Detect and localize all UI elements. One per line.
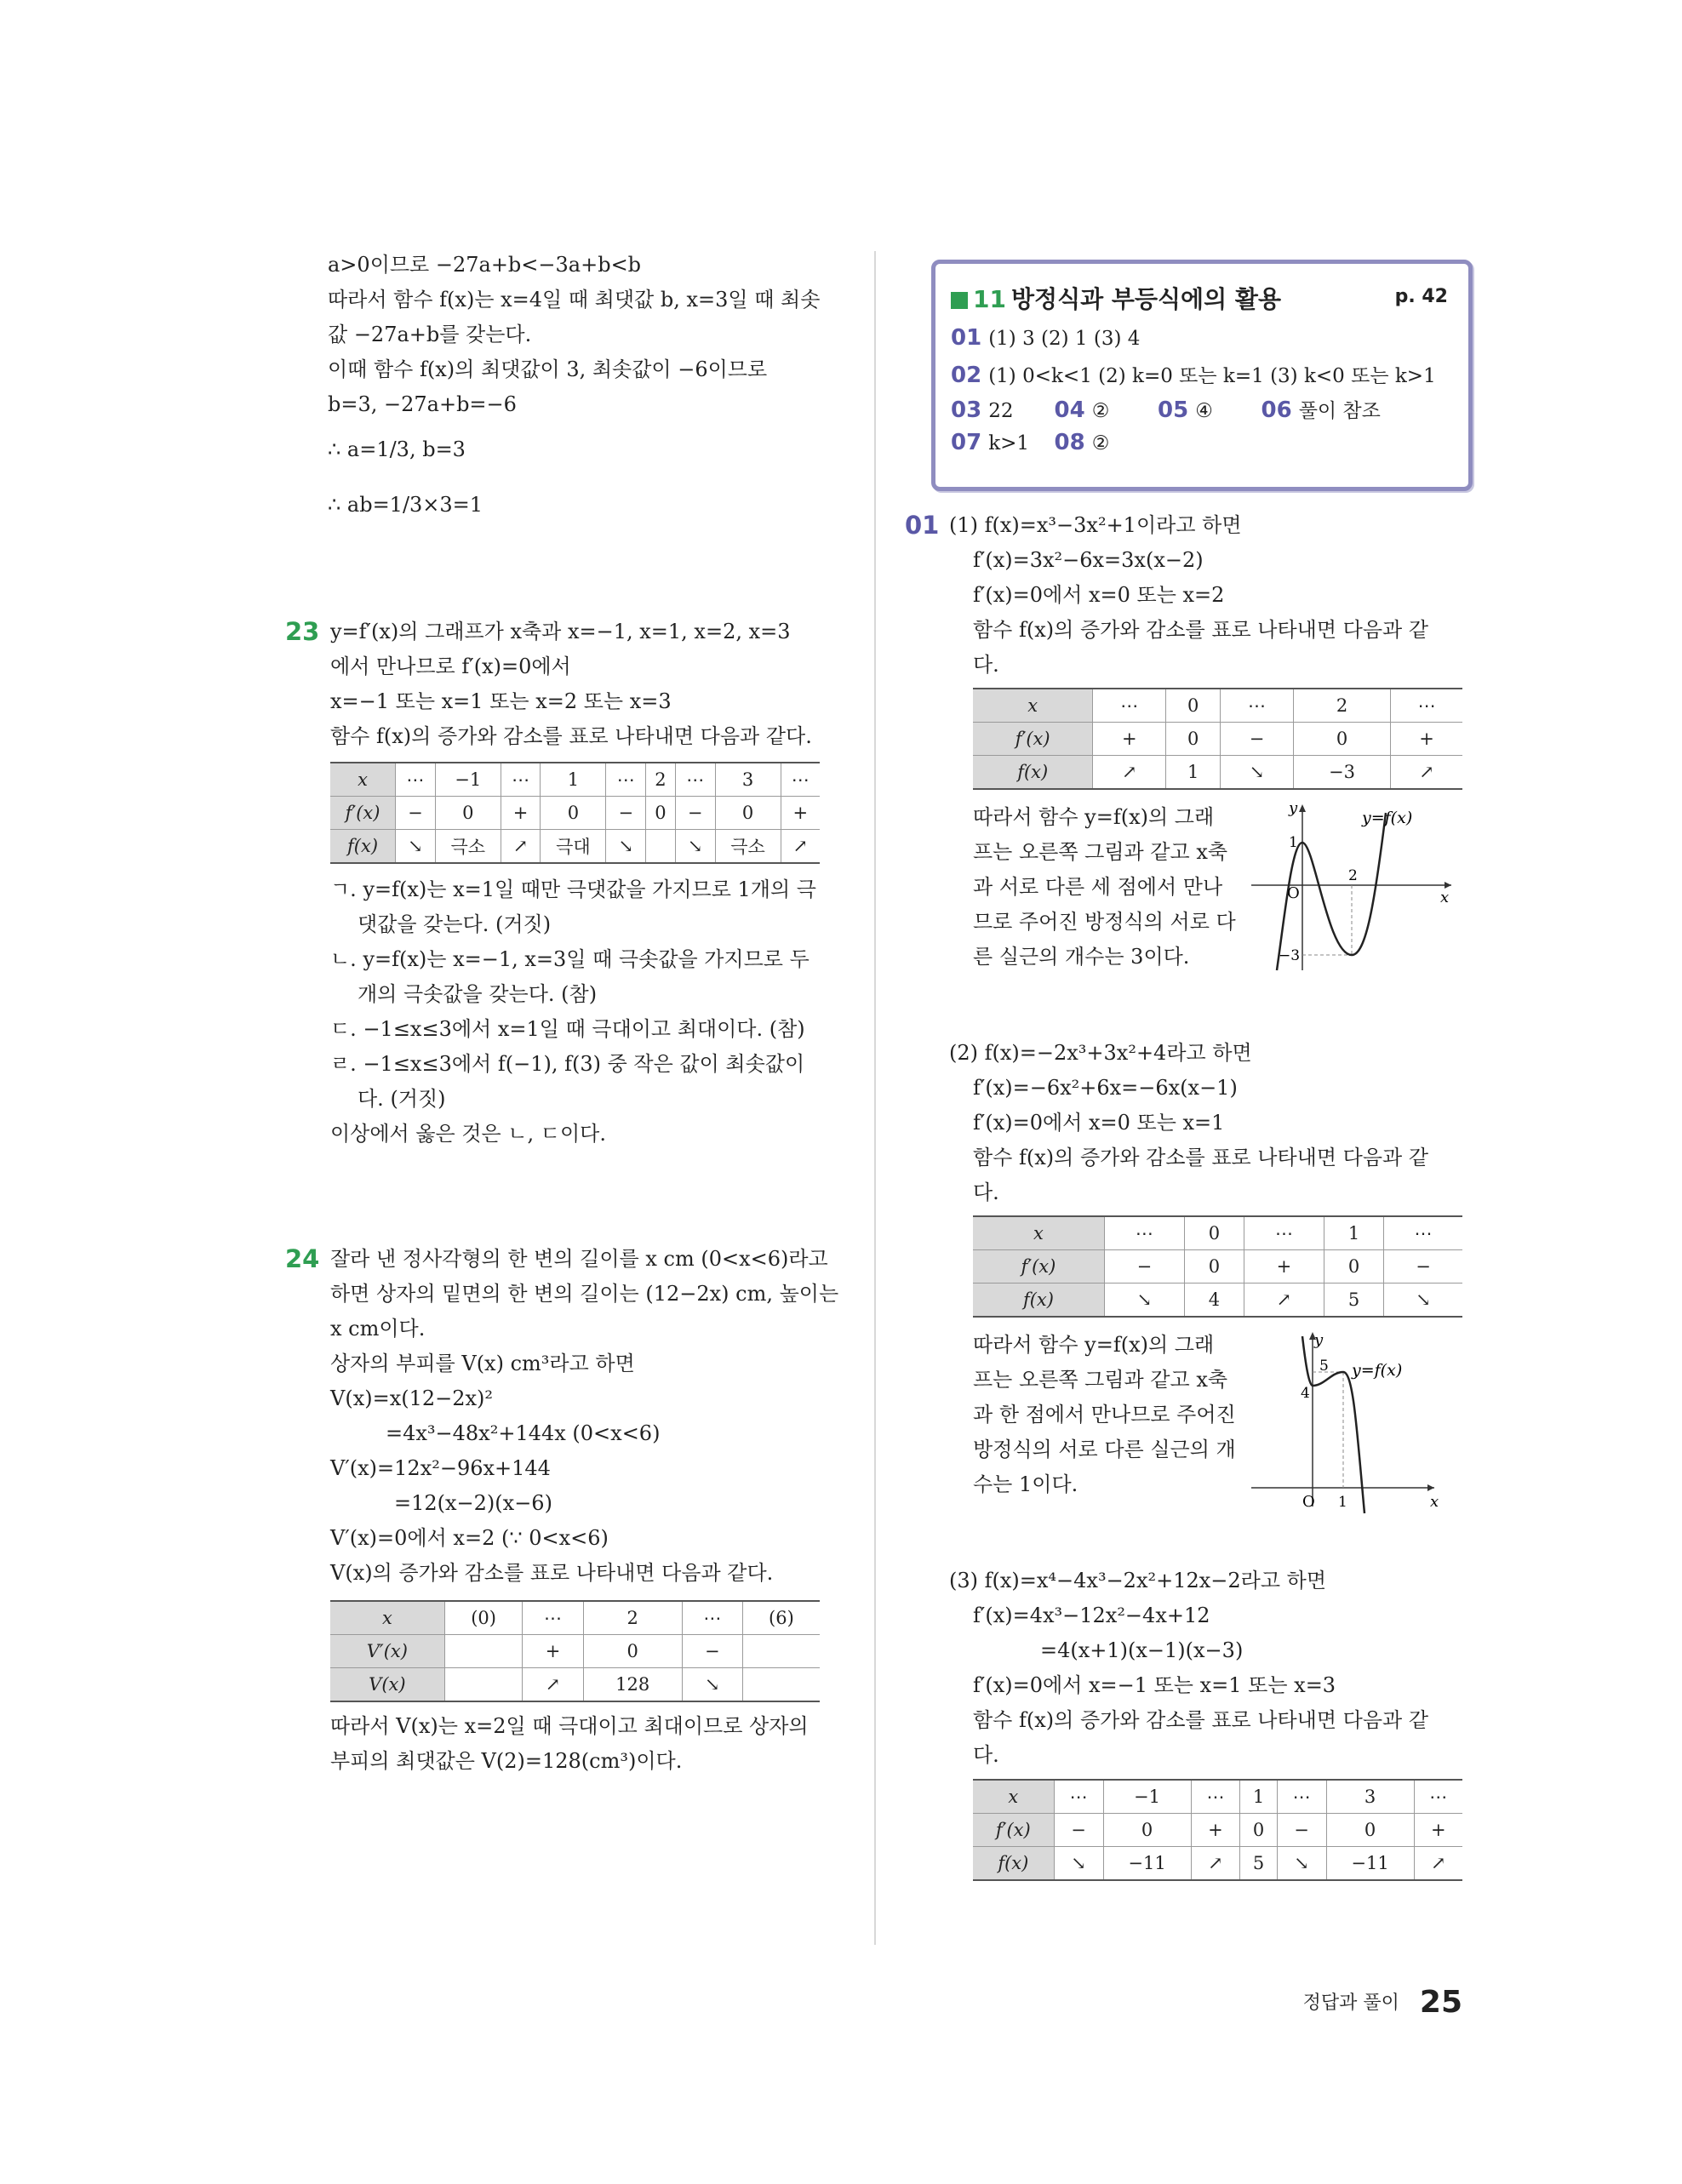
footer-label: 정답과 풀이 [1302, 1992, 1399, 2014]
table-cell: 0 [1240, 1814, 1277, 1847]
answer-row: 01 (1) 3 (2) 1 (3) 4 [951, 325, 1141, 351]
text-line: ㄴ. y=f(x)는 x=−1, x=3일 때 극솟값을 가지므로 두 [330, 947, 810, 971]
table-cell: ↗ [1191, 1847, 1240, 1881]
table-cell: + [781, 797, 820, 830]
table-cell: ↘ [606, 830, 646, 864]
table-cell: ⋯ [1104, 1216, 1184, 1250]
text-line: 수는 1이다. [973, 1472, 1078, 1496]
table-cell: 0 [1166, 689, 1221, 723]
table-cell: 128 [583, 1668, 682, 1702]
text-line: 다. (거짓) [358, 1087, 446, 1111]
table-cell: ⋯ [396, 763, 436, 797]
text-line: 에서 만나므로 f′(x)=0에서 [330, 655, 571, 678]
table-cell: 1 [1166, 756, 1221, 790]
table-cell: + [501, 797, 541, 830]
table-row [330, 763, 820, 797]
text-line: 다. [973, 1743, 999, 1767]
table-cell: ⋯ [606, 763, 646, 797]
section-number: 11 [973, 285, 1006, 313]
table-cell: 0 [1103, 1814, 1191, 1847]
table-cell [444, 1668, 523, 1702]
table-row [330, 830, 820, 864]
table-row [973, 1284, 1462, 1318]
table-cell: ⋯ [1221, 689, 1294, 723]
text-line: 댓값을 갖는다. (거짓) [358, 912, 552, 936]
table-cell: ⋯ [1277, 1780, 1326, 1814]
text-line: x cm이다. [330, 1317, 426, 1341]
table-cell: 1 [541, 763, 606, 797]
text-line: (3) f(x)=x⁴−4x³−2x²+12x−2라고 하면 [949, 1569, 1327, 1592]
sign-table-01-1 [973, 688, 1462, 790]
curve-label: y=f(x) [1352, 1361, 1403, 1380]
table-row [973, 1780, 1462, 1814]
text-line: (2) f(x)=−2x³+3x²+4라고 하면 [949, 1041, 1252, 1065]
origin-label: O [1302, 1493, 1315, 1511]
text-line: 따라서 V(x)는 x=2일 때 극대이고 최대이므로 상자의 [330, 1714, 809, 1738]
text-line: 따라서 함수 f(x)는 x=4일 때 최댓값 b, x=3일 때 최솟 [328, 288, 821, 312]
table-cell: ⋯ [1054, 1780, 1103, 1814]
row-header-cell: x [330, 763, 396, 797]
table-cell: + [1391, 723, 1462, 756]
text-line: 함수 f(x)의 증가와 감소를 표로 나타내면 다음과 같다. [330, 724, 812, 748]
text-line: a>0이므로 −27a+b<−3a+b<b [328, 253, 642, 277]
problem-number-24: 24 [285, 1244, 320, 1273]
table-cell: ↘ [675, 830, 715, 864]
row-header-cell: f(x) [973, 1847, 1054, 1881]
row-header-cell: f′(x) [973, 1814, 1054, 1847]
text-line: 다. [973, 653, 999, 677]
table-row [973, 723, 1462, 756]
text-line: 함수 f(x)의 증가와 감소를 표로 나타내면 다음과 같 [973, 1708, 1429, 1732]
table-row [973, 1814, 1462, 1847]
column-divider [874, 251, 876, 1945]
text-line: 과 한 점에서 만나므로 주어진 [973, 1403, 1236, 1426]
table-cell: ⋯ [1414, 1780, 1462, 1814]
table-cell: − [1384, 1250, 1462, 1284]
text-line: V(x)의 증가와 감소를 표로 나타내면 다음과 같다. [330, 1561, 774, 1585]
table-cell: ⋯ [1093, 689, 1166, 723]
table-cell: + [1414, 1814, 1462, 1847]
table-cell: 극소 [715, 830, 781, 864]
text-line: f′(x)=0에서 x=−1 또는 x=1 또는 x=3 [973, 1673, 1336, 1697]
text-line: 방정식의 서로 다른 실근의 개 [973, 1438, 1236, 1461]
table-cell: −11 [1103, 1847, 1191, 1881]
text-line: 다. [973, 1181, 999, 1204]
table-cell: 0 [1326, 1814, 1414, 1847]
table-cell: − [675, 797, 715, 830]
text-line: 른 실근의 개수는 3이다. [973, 945, 1190, 969]
table-cell: ↘ [682, 1668, 742, 1702]
text-line: f′(x)=3x²−6x=3x(x−2) [973, 548, 1204, 572]
text-line: ㄱ. y=f(x)는 x=1일 때만 극댓값을 가지므로 1개의 극 [330, 878, 816, 901]
table-cell: + [1191, 1814, 1240, 1847]
table-cell: (6) [742, 1601, 820, 1635]
table-cell: ↗ [1244, 1284, 1324, 1318]
table-cell: 0 [1324, 1250, 1383, 1284]
table-cell: −3 [1293, 756, 1390, 790]
section-title-text: 방정식과 부등식에의 활용 [1010, 285, 1281, 313]
table-cell: 2 [1293, 689, 1390, 723]
table-cell: − [1277, 1814, 1326, 1847]
sign-table-01-3 [973, 1779, 1462, 1881]
row-header-cell: x [973, 1780, 1054, 1814]
table-row [330, 1635, 820, 1668]
tick-label: 4 [1301, 1385, 1310, 1402]
table-cell: + [1244, 1250, 1324, 1284]
table-cell: 4 [1184, 1284, 1244, 1318]
tick-label: 5 [1319, 1358, 1329, 1375]
row-header-cell: f′(x) [330, 797, 396, 830]
text-line: 잘라 낸 정사각형의 한 변의 길이를 x cm (0<x<6)라고 [330, 1247, 828, 1271]
text-line: 하면 상자의 밑면의 한 변의 길이는 (12−2x) cm, 높이는 [330, 1282, 839, 1306]
table-cell: ↘ [1384, 1284, 1462, 1318]
text-line: ∴ ab=1/3×3=1 [328, 493, 483, 517]
table-cell: 1 [1240, 1780, 1277, 1814]
text-line: 이상에서 옳은 것은 ㄴ, ㄷ이다. [330, 1122, 606, 1146]
table-cell: 5 [1240, 1847, 1277, 1881]
table-row [330, 1601, 820, 1635]
table-cell: ↗ [1414, 1847, 1462, 1881]
table-cell: ⋯ [523, 1601, 583, 1635]
text-line: 함수 f(x)의 증가와 감소를 표로 나타내면 다음과 같 [973, 1146, 1429, 1169]
table-cell: ⋯ [1244, 1216, 1324, 1250]
text-line: 상자의 부피를 V(x) cm³라고 하면 [330, 1352, 635, 1375]
table-cell: ↗ [501, 830, 541, 864]
table-cell: −1 [435, 763, 501, 797]
text-line: 부피의 최댓값은 V(2)=128(cm³)이다. [330, 1749, 683, 1773]
text-line: 과 서로 다른 세 점에서 만나 [973, 875, 1223, 899]
table-row [973, 1250, 1462, 1284]
table-cell: 0 [435, 797, 501, 830]
text-line: 함수 f(x)의 증가와 감소를 표로 나타내면 다음과 같 [973, 618, 1429, 642]
table-row [973, 1847, 1462, 1881]
table-cell: − [396, 797, 436, 830]
text-line: =4(x+1)(x−1)(x−3) [1040, 1638, 1244, 1662]
table-cell: 0 [1166, 723, 1221, 756]
square-bullet-icon [951, 292, 968, 309]
text-line: f′(x)=0에서 x=0 또는 x=1 [973, 1111, 1225, 1135]
text-line: f′(x)=0에서 x=0 또는 x=2 [973, 583, 1225, 607]
row-header-cell: f(x) [973, 1284, 1104, 1318]
table-cell: 극소 [435, 830, 501, 864]
table-cell: ↘ [396, 830, 436, 864]
x-axis-label: x [1430, 1493, 1439, 1511]
table-cell: 0 [583, 1635, 682, 1668]
table-cell: 0 [1184, 1216, 1244, 1250]
text-line: 개의 극솟값을 갖는다. (참) [358, 982, 598, 1006]
table-cell: 극대 [541, 830, 606, 864]
row-header-cell: f′(x) [973, 723, 1093, 756]
tick-label: 1 [1338, 1494, 1347, 1511]
table-cell: (0) [444, 1601, 523, 1635]
text-line: y=f′(x)의 그래프가 x축과 x=−1, x=1, x=2, x=3 [330, 620, 791, 643]
table-cell: 0 [646, 797, 676, 830]
table-cell: 3 [1326, 1780, 1414, 1814]
text-line: ㄹ. −1≤x≤3에서 f(−1), f(3) 중 작은 값이 최솟값이 [330, 1052, 805, 1076]
text-line: f′(x)=−6x²+6x=−6x(x−1) [973, 1076, 1238, 1100]
text-line: V′(x)=0에서 x=2 (∵ 0<x<6) [330, 1526, 609, 1550]
table-cell: ⋯ [781, 763, 820, 797]
text-line: 따라서 함수 y=f(x)의 그래 [973, 805, 1215, 829]
text-line: V′(x)=12x²−96x+144 [330, 1456, 551, 1480]
table-row [973, 1216, 1462, 1250]
table-cell: − [1104, 1250, 1184, 1284]
table-cell: ⋯ [1391, 689, 1462, 723]
table-cell: ↘ [1054, 1847, 1103, 1881]
text-line: =4x³−48x²+144x (0<x<6) [386, 1421, 661, 1445]
text-line: x=−1 또는 x=1 또는 x=2 또는 x=3 [330, 689, 672, 713]
row-header-cell: f(x) [330, 830, 396, 864]
page-number: 25 [1419, 1985, 1462, 2020]
cubic-graph-1 [1251, 800, 1456, 979]
table-cell: 0 [1293, 723, 1390, 756]
table-cell: − [1054, 1814, 1103, 1847]
text-line: 므로 주어진 방정식의 서로 다 [973, 910, 1236, 934]
table-cell: ↘ [1277, 1847, 1326, 1881]
text-line: 이때 함수 f(x)의 최댓값이 3, 최솟값이 −6이므로 [328, 357, 768, 381]
text-line: ㄷ. −1≤x≤3에서 x=1일 때 극대이고 최대이다. (참) [330, 1017, 805, 1041]
answer-row: 07 k>1 08 ② [951, 430, 1110, 455]
text-line: 프는 오른쪽 그림과 같고 x축 [973, 1368, 1228, 1392]
table-cell: −11 [1326, 1847, 1414, 1881]
text-line: ∴ a=1/3, b=3 [328, 437, 466, 461]
row-header-cell: V(x) [330, 1668, 444, 1702]
table-cell: 2 [583, 1601, 682, 1635]
y-axis-label: y [1289, 800, 1298, 817]
table-row [330, 797, 820, 830]
row-header-cell: x [973, 689, 1093, 723]
problem-number-01: 01 [905, 511, 940, 540]
table-cell: ↘ [1221, 756, 1294, 790]
table-cell: 0 [541, 797, 606, 830]
tick-label: 1 [1289, 834, 1298, 851]
text-line: V(x)=x(12−2x)² [330, 1386, 494, 1410]
text-line: (1) f(x)=x³−3x²+1이라고 하면 [949, 513, 1242, 537]
problem-number-23: 23 [285, 617, 320, 646]
table-cell: ⋯ [1191, 1780, 1240, 1814]
row-header-cell: x [973, 1216, 1104, 1250]
table-row [973, 756, 1462, 790]
table-cell: 1 [1324, 1216, 1383, 1250]
row-header-cell: V′(x) [330, 1635, 444, 1668]
table-cell: ↗ [781, 830, 820, 864]
table-cell: 0 [1184, 1250, 1244, 1284]
curve-label: y=f(x) [1362, 809, 1413, 827]
text-line: 따라서 함수 y=f(x)의 그래 [973, 1333, 1215, 1357]
table-cell: + [1093, 723, 1166, 756]
table-cell: ↘ [1104, 1284, 1184, 1318]
origin-label: O [1287, 884, 1300, 902]
table-cell: − [682, 1635, 742, 1668]
table-cell: −1 [1103, 1780, 1191, 1814]
table-cell: + [523, 1635, 583, 1668]
table-cell: ↗ [523, 1668, 583, 1702]
table-cell: 2 [646, 763, 676, 797]
table-cell: ⋯ [501, 763, 541, 797]
sign-table-23 [330, 762, 820, 864]
table-cell: ↗ [1093, 756, 1166, 790]
text-line: f′(x)=4x³−12x²−4x+12 [973, 1604, 1210, 1627]
answer-row: 03 22 04 ② 05 ④ 06 풀이 참조 [951, 397, 1381, 423]
table-cell: − [606, 797, 646, 830]
cubic-graph-2 [1251, 1328, 1447, 1515]
sign-table-24 [330, 1600, 820, 1702]
page-footer [1303, 1985, 1462, 2020]
table-row [973, 689, 1462, 723]
section-title [951, 281, 1281, 315]
sign-table-01-2 [973, 1215, 1462, 1318]
table-cell [742, 1668, 820, 1702]
tick-label: −3 [1279, 947, 1301, 964]
table-cell: ⋯ [675, 763, 715, 797]
y-axis-label: y [1314, 1331, 1324, 1349]
table-cell [742, 1635, 820, 1668]
answer-box [931, 260, 1473, 491]
text-line: =12(x−2)(x−6) [394, 1491, 552, 1515]
text-line: 값 −27a+b를 갖는다. [328, 323, 532, 346]
table-cell: 5 [1324, 1284, 1383, 1318]
table-cell: ⋯ [682, 1601, 742, 1635]
row-header-cell: f(x) [973, 756, 1093, 790]
page-ref: p. 42 [1394, 286, 1448, 307]
text-line: 프는 오른쪽 그림과 같고 x축 [973, 840, 1228, 864]
table-cell: ↗ [1391, 756, 1462, 790]
tick-label: 2 [1348, 867, 1358, 884]
x-axis-label: x [1440, 889, 1450, 906]
answer-row: 02 (1) 0<k<1 (2) k=0 또는 k=1 (3) k<0 또는 k>1 [951, 363, 1436, 388]
table-cell [444, 1635, 523, 1668]
table-cell: 3 [715, 763, 781, 797]
row-header-cell: x [330, 1601, 444, 1635]
table-cell: − [1221, 723, 1294, 756]
table-row [330, 1668, 820, 1702]
text-line: b=3, −27a+b=−6 [328, 392, 517, 416]
table-cell: ⋯ [1384, 1216, 1462, 1250]
row-header-cell: f′(x) [973, 1250, 1104, 1284]
table-cell [646, 830, 676, 864]
table-cell: 0 [715, 797, 781, 830]
